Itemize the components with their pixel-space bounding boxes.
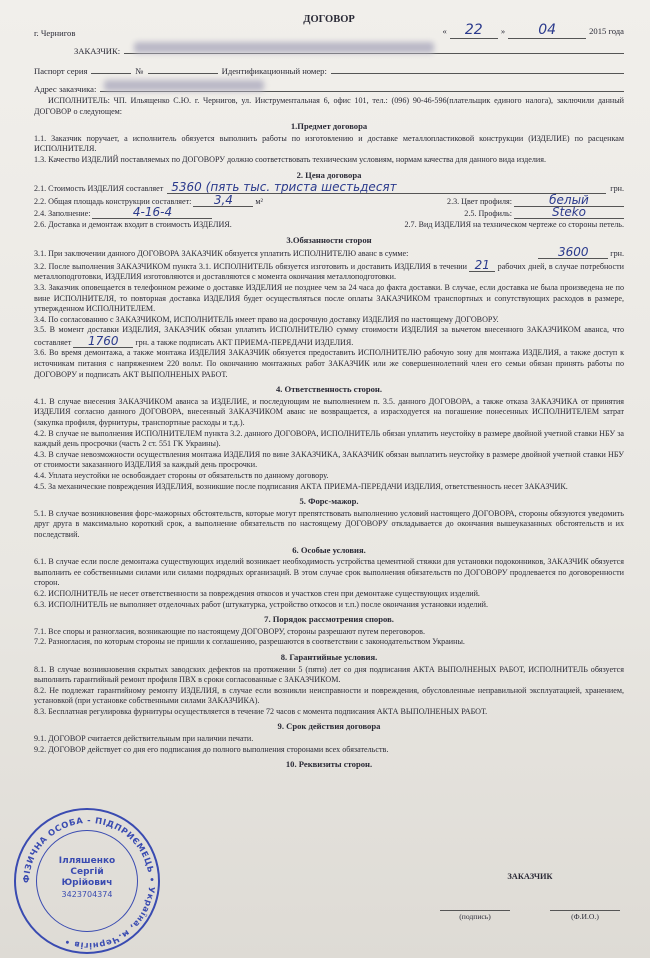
- section-4-title: 4. Ответственность сторон.: [275, 384, 383, 395]
- section-8-title: 8. Гарантийные условия.: [280, 651, 378, 662]
- section-5-title: 5. Форс-мажор.: [299, 496, 359, 507]
- clause-3-2: [34, 257, 624, 283]
- clause-2-6: 2.6. Доставка и демонтаж входит в стоимость ИЗДЕЛИЯ.: [34, 219, 232, 229]
- clause-3-2-text-a: 3.2. После выполнения ЗАКАЗЧИКОМ пункта 3.1. ИСПОЛНИТЕЛЬ обязуется изготовить и доставить ИЗДЕЛИЯ в течении: [34, 261, 467, 271]
- customer-name-redacted: [134, 42, 434, 53]
- fio-field: (Ф.И.О.): [550, 910, 620, 921]
- passport-line: [34, 64, 624, 76]
- cost-value: 5360 (пять тыс. триста шестьдесят: [167, 182, 606, 194]
- clause-2-1: [34, 182, 624, 195]
- address-line: [34, 82, 624, 94]
- clause-2-6-2-7: [34, 220, 624, 231]
- customer-label: ЗАКАЗЧИК:: [74, 46, 121, 56]
- section-1-title: 1.Предмет договора: [290, 121, 368, 132]
- clause-9-1: 9.1. ДОГОВОР считается действительным при наличии печати.: [34, 734, 254, 744]
- header: [34, 8, 624, 38]
- section-10-title: 10. Реквизиты сторон.: [285, 759, 373, 770]
- clause-7-1: 7.1. Все споры и разногласия, возникающие по настоящему ДОГОВОРУ, стороны разрешают путем переговоров.: [34, 626, 426, 636]
- passport-series-label: Паспорт серия: [34, 66, 88, 76]
- document-title: ДОГОВОР: [303, 14, 355, 25]
- clause-1-1: 1.1. Заказчик поручает, а исполнитель обязуется выполнить работы по изготовлению и доставке металлопластиковой конструкции (ИЗДЕЛИЕ) по расценкам ИСПОЛНИТЕЛЯ.: [34, 133, 624, 154]
- date-day: 22: [450, 22, 498, 39]
- clause-3-4: 3.4. По согласованию с ЗАКАЗЧИКОМ, ИСПОЛНИТЕЛЬ имеет право на досрочную доставку ИЗДЕЛИЯ по настоящему ДОГОВОРУ.: [34, 314, 499, 324]
- section-3-title: 3.Обязанности сторон: [286, 234, 372, 245]
- clause-3-5-text-a: 3.5. В момент доставки ИЗДЕЛИЯ, ЗАКАЗЧИК обязан уплатить ИСПОЛНИТЕЛЮ сумму стоимости ИЗДЕЛИЯ за вычетом внесенного ЗАКАЗЧИКОМ аванса, что составляет: [34, 325, 624, 347]
- company-stamp: [14, 808, 160, 954]
- contract-body: [34, 96, 624, 772]
- clause-6-1: 6.1. В случае если после демонтажа существующих изделий возникает необходимость устройства цементной стяжки для установки подоконников, ЗАКАЗЧИК обязуется выполнить ее собственными силами или силами подрядных организаций. В этом случае срок выполнения обязательств по ДОГОВОРУ продлевается по договоренности сторон.: [34, 557, 624, 588]
- section-2-title: 2. Цена договора: [296, 169, 362, 180]
- profile-label: 2.5. Профиль:: [464, 209, 512, 219]
- clause-3-2-text-b: рабочих дней, в случае потребности металлоподготовки, ИЗДЕЛИЯ изготовляются и доставляются с момента окончания металлоподготовки.: [34, 261, 624, 282]
- fill-value: 4-16-4: [92, 207, 212, 219]
- clause-8-3: 8.3. Бесплатная регулировка фурнитуры осуществляется в течение 72 часов с момента подписания АКТА ВЫПОЛНЕНЫХ РАБОТ.: [34, 706, 488, 716]
- clause-5-1: 5.1. В случае возникновения форс-мажорных обстоятельств, которые могут препятствовать выполнению условий настоящего ДОГОВОРА, стороны обязуются уведомить друг друга в максимально короткий срок, а выполнение обязательств по настоящему ДОГОВОРУ откладывается до окончания вышеуказанных обстоятельств и их последствий.: [34, 508, 624, 539]
- date-month: 04: [508, 22, 586, 39]
- clause-1-3: 1.3. Качество ИЗДЕЛИЙ поставляемых по ДОГОВОРУ должно соответствовать техническим условиям, нормам качества для данного вида изделия.: [34, 154, 546, 164]
- section-9-title: 9. Срок действия договора: [277, 721, 381, 732]
- clause-6-3: 6.3. ИСПОЛНИТЕЛЬ не выполняет отделочных работ (штукатурка, устройство откосов и т.п.) после окончания установки изделий.: [34, 599, 489, 609]
- customer-signature-block: [450, 872, 620, 921]
- stamp-line-1: Ілляшенко: [58, 856, 116, 866]
- clause-4-1: 4.1. В случае внесения ЗАКАЗЧИКОМ аванса за ИЗДЕЛИЕ, и последующим не выполнением п. 3.5. данного ДОГОВОРА, а также отказа ЗАКАЗЧИКА от принятия ИЗДЕЛИЯ согласно данного ДОГОВОРА, внесенный ЗАКАЗЧИКОМ аванс не возвращается, а израсходуется на погашение понесенных ИСПОЛНИТЕЛЕМ затрат (закупка профиля, фурнитуры, транспортные расходы и т.д.).: [34, 396, 624, 428]
- date-open-quote: «: [442, 26, 447, 36]
- clause-4-3: 4.3. В случае невозможности осуществления монтажа ИЗДЕЛИЯ по вине ЗАКАЗЧИКА, ЗАКАЗЧИК обязан выплатить неустойку в размере двойной учетной ставки НБУ от стоимости заказанного ИЗДЕЛИЯ за каждый день просрочки.: [34, 449, 624, 470]
- area-value: 3,4: [193, 195, 253, 207]
- area-label: 2.2. Общая площадь конструкции составляет:: [34, 196, 192, 206]
- signature-field: (подпись): [440, 910, 510, 921]
- rest-value: 1760: [73, 336, 133, 348]
- clause-3-6: 3.6. Во время демонтажа, а также монтажа ИЗДЕЛИЯ ЗАКАЗЧИК обязуется предоставить ИСПОЛНИТЕЛЮ рабочую зону для монтажа ИЗДЕЛИЯ, а также доступ к источникам питания с напряжением 220 вольт. По окончанию монтажных работ ЗАКАЗЧИК или же совершеннолетний член его семьи обязан принять работы по ДОГОВОРУ и подписать АКТ ВЫПОЛНЕНЫХ РАБОТ.: [34, 348, 624, 379]
- advance-value: 3600: [538, 247, 608, 259]
- id-number-label: Идентификационный номер:: [221, 66, 327, 76]
- clause-4-4: 4.4. Уплата неустойки не освобождает стороны от обязательств по данному договору.: [34, 471, 329, 480]
- section-7-title: 7. Порядок рассмотрения споров.: [264, 614, 394, 625]
- stamp-code: 3423704374: [61, 890, 113, 899]
- cost-unit: грн.: [610, 184, 624, 194]
- days-value: 21: [469, 260, 495, 272]
- stamp-center: [16, 856, 158, 900]
- clause-9-2: 9.2. ДОГОВОР действует со дня его подписания до полного выполнения сторонами всех обязательств.: [34, 744, 389, 754]
- section-6-title: 6. Особые условия.: [292, 544, 366, 555]
- passport-series-field: [91, 64, 131, 74]
- clause-3-1: [34, 247, 624, 260]
- id-number-field: [331, 64, 624, 74]
- clause-2-7: 2.7. Вид ИЗДЕЛИЯ на техническом чертеже со стороны петель.: [404, 219, 624, 229]
- clause-6-2: 6.2. ИСПОЛНИТЕЛЬ не несет ответственности за повреждения откосов и участков стен при демонтаже существующих изделий.: [34, 588, 480, 598]
- date-close-quote: »: [500, 26, 506, 36]
- clause-3-1-text: 3.1. При заключении данного ДОГОВОРА ЗАКАЗЧИК обязуется уплатить ИСПОЛНИТЕЛЮ аванс в сумме:: [34, 249, 409, 259]
- clause-8-2: 8.2. Не подлежат гарантийному ремонту ИЗДЕЛИЯ, в случае если возникли неисправности и повреждения, обусловленные неправильной эксплуатацией, хранением, установкой (при установке собственными силами ЗАКАЗЧИКА).: [34, 685, 624, 706]
- passport-number-field: [148, 64, 218, 74]
- profile-value: Steko: [514, 207, 624, 219]
- color-label: 2.3. Цвет профиля:: [447, 196, 512, 206]
- clause-3-3: 3.3. Заказчик оповещается в телефонном режиме о доставке ИЗДЕЛИЯ не позднее чем за 24 часа до факта доставки. В случае, если доставка не была произведена не по вине ИСПОЛНИТЕЛЯ, то повторная доставка ИЗДЕЛИЯ будет осуществляться после оплаты ЗАКАЗЧИКОМ транспортных и сопутствующих расходов в размере, утвержденном ИСПОЛНИТЕЛЕМ.: [34, 282, 624, 314]
- color-value: белый: [514, 195, 624, 207]
- clause-7-2: 7.2. Разногласия, по которым стороны не пришли к соглашению, разрешаются в соответствии с законодательством Украины.: [34, 637, 465, 647]
- passport-number-label: №: [135, 66, 144, 76]
- area-unit: м²: [255, 196, 263, 206]
- stamp-line-3: Юрійович: [61, 878, 113, 888]
- clause-4-5: 4.5. За механические повреждения ИЗДЕЛИЯ, возникшие после подписания АКТА ПРИЕМА-ПЕРЕДАЧИ ИЗДЕЛИЯ, ответственность несет ЗАКАЗЧИК.: [34, 481, 568, 491]
- address-label: Адрес заказчика:: [34, 84, 97, 94]
- advance-unit: грн.: [610, 249, 624, 259]
- date-year: 2015 года: [589, 26, 624, 36]
- city: г. Чернигов: [34, 28, 76, 38]
- svg-text:ФІЗИЧНА ОСОБА - ПІДПРИЄМЕЦЬ •: ФІЗИЧНА ОСОБА - ПІДПРИЄМЕЦЬ • Україна, м.Чернігів •: [20, 814, 158, 952]
- stamp-line-2: Сергій: [70, 867, 104, 877]
- address-redacted: [104, 80, 264, 91]
- clause-3-5: [34, 325, 624, 348]
- intro-paragraph: ИСПОЛНИТЕЛЬ: ЧП. Ильященко С.Ю. г. Чернигов, ул. Инструментальная 6, офис 101, тел.: (096) 90-46-596(плательщик единого налога), заключили данный ДОГОВОР о следующем:: [34, 96, 624, 116]
- fill-label: 2.4. Заполнение:: [34, 209, 91, 219]
- contract-date: [443, 22, 624, 39]
- clause-4-2: 4.2. В случае не выполнения ИСПОЛНИТЕЛЕМ пункта 3.2. данного ДОГОВОРА, ИСПОЛНИТЕЛЬ обязан уплатить неустойку в размере двойной учетной ставки НБУ за каждый день просрочки (часть 2 ст. 551 ГК Украины).: [34, 428, 624, 449]
- customer-line: [74, 44, 624, 56]
- cost-label: 2.1. Стоимость ИЗДЕЛИЯ составляет: [34, 184, 164, 194]
- clause-3-5-text-b: грн. а также подписать АКТ ПРИЕМА-ПЕРЕДАЧИ ИЗДЕЛИЯ.: [135, 337, 354, 347]
- clause-2-4-2-5: [34, 207, 624, 220]
- clause-8-1: 8.1. В случае возникновения скрытых заводских дефектов на протяжении 5 (пяти) лет со дня подписания АКТА ВЫПОЛНЕНЫХ РАБОТ, ИСПОЛНИТЕЛЬ обязуется выполнить гарантийный ремонт профиля ПВХ в сроки согласованные с ЗАКАЗЧИКОМ.: [34, 664, 624, 685]
- clause-2-2-2-3: [34, 192, 624, 208]
- customer-signature-label: ЗАКАЗЧИК: [507, 872, 553, 881]
